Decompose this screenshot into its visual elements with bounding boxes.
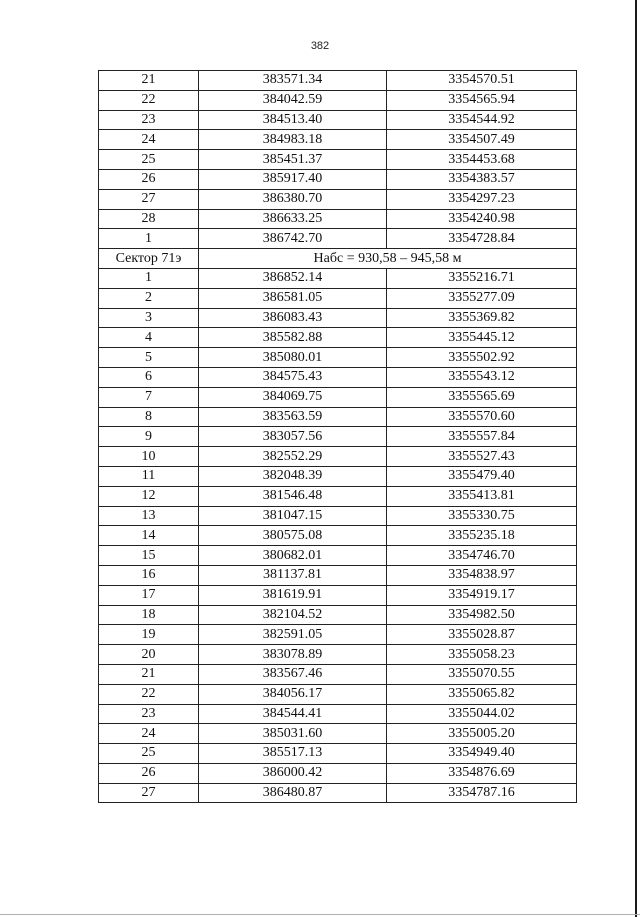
coordinate-x: 381546.48 bbox=[199, 486, 387, 506]
table-row bbox=[99, 229, 577, 249]
point-number: 25 bbox=[99, 744, 199, 764]
point-number: 4 bbox=[99, 328, 199, 348]
coordinate-x: 386633.25 bbox=[199, 209, 387, 229]
sector-header-row bbox=[99, 249, 577, 269]
coordinate-x: 386742.70 bbox=[199, 229, 387, 249]
coordinate-x: 382104.52 bbox=[199, 605, 387, 625]
page-edge-right bbox=[635, 0, 637, 917]
sector-height-range: Набс = 930,58 – 945,58 м bbox=[199, 249, 577, 269]
coordinate-y: 3355277.09 bbox=[387, 288, 577, 308]
coordinate-x: 380682.01 bbox=[199, 546, 387, 566]
coordinate-x: 386480.87 bbox=[199, 783, 387, 803]
point-number: 1 bbox=[99, 229, 199, 249]
coordinate-y: 3355445.12 bbox=[387, 328, 577, 348]
sector-section bbox=[99, 249, 577, 269]
point-number: 21 bbox=[99, 71, 199, 91]
table-row bbox=[99, 565, 577, 585]
coordinate-x: 384056.17 bbox=[199, 684, 387, 704]
table-row bbox=[99, 763, 577, 783]
coordinate-y: 3354570.51 bbox=[387, 71, 577, 91]
coordinate-y: 3355369.82 bbox=[387, 308, 577, 328]
sector-name: Сектор 71э bbox=[99, 249, 199, 269]
point-number: 23 bbox=[99, 110, 199, 130]
table-row bbox=[99, 724, 577, 744]
coordinate-x: 381047.15 bbox=[199, 506, 387, 526]
coordinate-y: 3355044.02 bbox=[387, 704, 577, 724]
table-row bbox=[99, 486, 577, 506]
coordinate-y: 3354297.23 bbox=[387, 189, 577, 209]
coordinate-x: 383571.34 bbox=[199, 71, 387, 91]
coordinate-x: 382552.29 bbox=[199, 447, 387, 467]
coordinate-y: 3354565.94 bbox=[387, 90, 577, 110]
coordinate-x: 386380.70 bbox=[199, 189, 387, 209]
coordinate-x: 384983.18 bbox=[199, 130, 387, 150]
table-row bbox=[99, 447, 577, 467]
page-edge-bottom bbox=[0, 914, 640, 915]
page-number: 382 bbox=[310, 40, 330, 52]
table-row bbox=[99, 110, 577, 130]
point-number: 12 bbox=[99, 486, 199, 506]
point-number: 22 bbox=[99, 90, 199, 110]
coordinate-x: 385517.13 bbox=[199, 744, 387, 764]
table-row bbox=[99, 605, 577, 625]
table-row bbox=[99, 367, 577, 387]
table-row bbox=[99, 407, 577, 427]
table-row bbox=[99, 645, 577, 665]
coordinate-x: 386000.42 bbox=[199, 763, 387, 783]
coordinate-y: 3355330.75 bbox=[387, 506, 577, 526]
coordinate-x: 383078.89 bbox=[199, 645, 387, 665]
point-number: 15 bbox=[99, 546, 199, 566]
point-number: 2 bbox=[99, 288, 199, 308]
coordinate-y: 3355235.18 bbox=[387, 526, 577, 546]
table-row bbox=[99, 209, 577, 229]
coordinate-y: 3354453.68 bbox=[387, 150, 577, 170]
coordinate-y: 3354838.97 bbox=[387, 565, 577, 585]
coordinate-y: 3354876.69 bbox=[387, 763, 577, 783]
point-number: 9 bbox=[99, 427, 199, 447]
table-row bbox=[99, 169, 577, 189]
coordinate-x: 384544.41 bbox=[199, 704, 387, 724]
coordinate-x: 383563.59 bbox=[199, 407, 387, 427]
table-row bbox=[99, 268, 577, 288]
point-number: 11 bbox=[99, 466, 199, 486]
coordinate-y: 3354728.84 bbox=[387, 229, 577, 249]
coordinate-x: 382591.05 bbox=[199, 625, 387, 645]
coordinate-y: 3355527.43 bbox=[387, 447, 577, 467]
point-number: 19 bbox=[99, 625, 199, 645]
coordinate-y: 3354949.40 bbox=[387, 744, 577, 764]
coordinates-table bbox=[98, 70, 577, 803]
table-row bbox=[99, 189, 577, 209]
table-row bbox=[99, 684, 577, 704]
coordinate-x: 385031.60 bbox=[199, 724, 387, 744]
point-number: 14 bbox=[99, 526, 199, 546]
table-row bbox=[99, 466, 577, 486]
table-row bbox=[99, 150, 577, 170]
coordinate-x: 382048.39 bbox=[199, 466, 387, 486]
coordinate-x: 384575.43 bbox=[199, 367, 387, 387]
point-number: 17 bbox=[99, 585, 199, 605]
point-number: 24 bbox=[99, 724, 199, 744]
coordinate-x: 384513.40 bbox=[199, 110, 387, 130]
table-row bbox=[99, 664, 577, 684]
coordinate-y: 3355005.20 bbox=[387, 724, 577, 744]
coordinate-y: 3355070.55 bbox=[387, 664, 577, 684]
table-row bbox=[99, 348, 577, 368]
point-number: 27 bbox=[99, 783, 199, 803]
coordinate-y: 3355570.60 bbox=[387, 407, 577, 427]
coordinate-x: 384042.59 bbox=[199, 90, 387, 110]
coordinate-y: 3354982.50 bbox=[387, 605, 577, 625]
table-row bbox=[99, 387, 577, 407]
coordinate-x: 380575.08 bbox=[199, 526, 387, 546]
table-row bbox=[99, 288, 577, 308]
table-row bbox=[99, 744, 577, 764]
point-number: 7 bbox=[99, 387, 199, 407]
coordinate-y: 3355413.81 bbox=[387, 486, 577, 506]
point-number: 28 bbox=[99, 209, 199, 229]
table-row bbox=[99, 546, 577, 566]
coordinate-y: 3354507.49 bbox=[387, 130, 577, 150]
point-number: 18 bbox=[99, 605, 199, 625]
point-number: 1 bbox=[99, 268, 199, 288]
table-row bbox=[99, 427, 577, 447]
coordinate-y: 3355028.87 bbox=[387, 625, 577, 645]
point-number: 20 bbox=[99, 645, 199, 665]
coordinate-y: 3354240.98 bbox=[387, 209, 577, 229]
table-row bbox=[99, 90, 577, 110]
coordinate-y: 3355058.23 bbox=[387, 645, 577, 665]
coordinate-x: 381619.91 bbox=[199, 585, 387, 605]
coordinate-x: 385917.40 bbox=[199, 169, 387, 189]
coordinate-y: 3355502.92 bbox=[387, 348, 577, 368]
point-number: 26 bbox=[99, 169, 199, 189]
rows-after-sector bbox=[99, 268, 577, 803]
point-number: 13 bbox=[99, 506, 199, 526]
table-row bbox=[99, 130, 577, 150]
point-number: 16 bbox=[99, 565, 199, 585]
point-number: 5 bbox=[99, 348, 199, 368]
coordinate-y: 3354787.16 bbox=[387, 783, 577, 803]
table-row bbox=[99, 71, 577, 91]
point-number: 8 bbox=[99, 407, 199, 427]
table-row bbox=[99, 625, 577, 645]
coordinate-y: 3355479.40 bbox=[387, 466, 577, 486]
coordinate-x: 385080.01 bbox=[199, 348, 387, 368]
point-number: 27 bbox=[99, 189, 199, 209]
coordinate-x: 386852.14 bbox=[199, 268, 387, 288]
point-number: 25 bbox=[99, 150, 199, 170]
coordinate-x: 386581.05 bbox=[199, 288, 387, 308]
coordinate-y: 3355216.71 bbox=[387, 268, 577, 288]
coordinate-y: 3354383.57 bbox=[387, 169, 577, 189]
coordinate-x: 383057.56 bbox=[199, 427, 387, 447]
table-row bbox=[99, 783, 577, 803]
coordinate-y: 3354746.70 bbox=[387, 546, 577, 566]
point-number: 3 bbox=[99, 308, 199, 328]
point-number: 22 bbox=[99, 684, 199, 704]
coordinate-y: 3355557.84 bbox=[387, 427, 577, 447]
coordinate-y: 3355543.12 bbox=[387, 367, 577, 387]
point-number: 6 bbox=[99, 367, 199, 387]
coordinate-x: 385451.37 bbox=[199, 150, 387, 170]
coordinate-x: 385582.88 bbox=[199, 328, 387, 348]
coordinate-y: 3355565.69 bbox=[387, 387, 577, 407]
table-row bbox=[99, 526, 577, 546]
coordinate-x: 381137.81 bbox=[199, 565, 387, 585]
table-row bbox=[99, 704, 577, 724]
coordinate-y: 3355065.82 bbox=[387, 684, 577, 704]
table-row bbox=[99, 506, 577, 526]
coordinate-x: 383567.46 bbox=[199, 664, 387, 684]
point-number: 26 bbox=[99, 763, 199, 783]
point-number: 24 bbox=[99, 130, 199, 150]
point-number: 21 bbox=[99, 664, 199, 684]
table-row bbox=[99, 585, 577, 605]
table-row bbox=[99, 308, 577, 328]
table-row bbox=[99, 328, 577, 348]
rows-before-sector bbox=[99, 71, 577, 249]
coordinate-y: 3354919.17 bbox=[387, 585, 577, 605]
coordinate-x: 386083.43 bbox=[199, 308, 387, 328]
point-number: 23 bbox=[99, 704, 199, 724]
coordinate-x: 384069.75 bbox=[199, 387, 387, 407]
coordinate-y: 3354544.92 bbox=[387, 110, 577, 130]
point-number: 10 bbox=[99, 447, 199, 467]
